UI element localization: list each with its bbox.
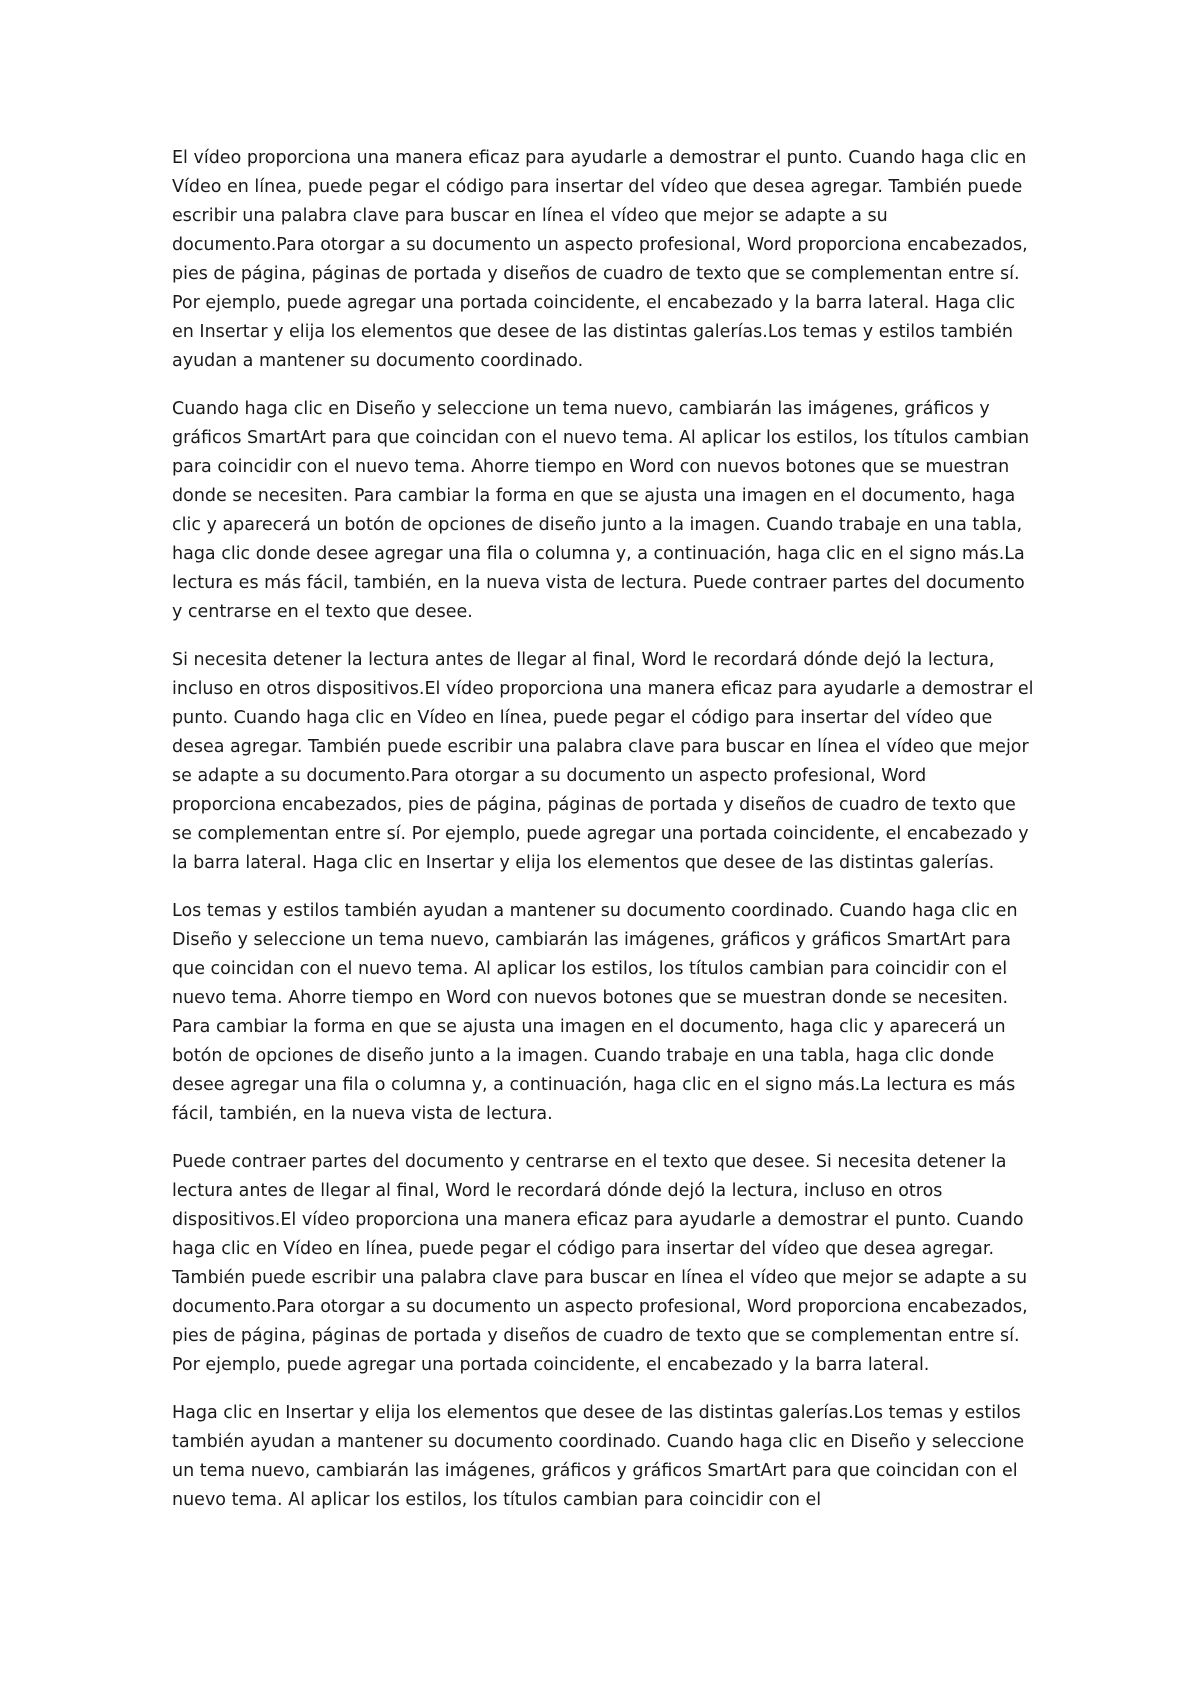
paragraph-6: Haga clic en Insertar y elija los elementos que desee de las distintas galerías.Los temas y estilos también ayudan a mantener su documento coordinado. Cuando haga clic en Diseño y seleccione un tema nuevo, cambiarán las imágenes, gráficos y gráficos SmartArt para que coincidan con el nuevo tema. Al aplicar los estilos, los títulos cambian para coincidir con el <box>172 1403 1025 1510</box>
paragraph-5: Puede contraer partes del documento y centrarse en el texto que desee. Si necesita detener la lectura antes de llegar al final, Word le recordará dónde dejó la lectura, incluso en otros dispositivos.El vídeo proporciona una manera eficaz para ayudarle a demostrar el punto. Cuando haga clic en Vídeo en línea, puede pegar el código para insertar del vídeo que desea agregar. También puede escribir una palabra clave para buscar en línea el vídeo que mejor se adapte a su documento.Para otorgar a su documento un aspecto profesional, Word proporciona encabezados, pies de página, páginas de portada y diseños de cuadro de texto que se complementan entre sí. Por ejemplo, puede agregar una portada coincidente, el encabezado y la barra lateral. <box>172 1152 1028 1375</box>
document-body <box>172 144 1034 1534</box>
paragraph-3: Si necesita detener la lectura antes de llegar al final, Word le recordará dónde dejó la lectura, incluso en otros dispositivos.El vídeo proporciona una manera eficaz para ayudarle a demostrar el punto. Cuando haga clic en Vídeo en línea, puede pegar el código para insertar del vídeo que desea agregar. También puede escribir una palabra clave para buscar en línea el vídeo que mejor se adapte a su documento.Para otorgar a su documento un aspecto profesional, Word proporciona encabezados, pies de página, páginas de portada y diseños de cuadro de texto que se complementan entre sí. Por ejemplo, puede agregar una portada coincidente, el encabezado y la barra lateral. Haga clic en Insertar y elija los elementos que desee de las distintas galerías. <box>172 650 1034 873</box>
paragraph-2: Cuando haga clic en Diseño y seleccione un tema nuevo, cambiarán las imágenes, gráficos y gráficos SmartArt para que coincidan con el nuevo tema. Al aplicar los estilos, los títulos cambian para coincidir con el nuevo tema. Ahorre tiempo en Word con nuevos botones que se muestran donde se necesiten. Para cambiar la forma en que se ajusta una imagen en el documento, haga clic y aparecerá un botón de opciones de diseño junto a la imagen. Cuando trabaje en una tabla, haga clic donde desee agregar una fila o columna y, a continuación, haga clic en el signo más.La lectura es más fácil, también, en la nueva vista de lectura. Puede contraer partes del documento y centrarse en el texto que desee. <box>172 399 1030 622</box>
paragraph-1: El vídeo proporciona una manera eficaz para ayudarle a demostrar el punto. Cuando haga clic en Vídeo en línea, puede pegar el código para insertar del vídeo que desea agregar. También puede escribir una palabra clave para buscar en línea el vídeo que mejor se adapte a su documento.Para otorgar a su documento un aspecto profesional, Word proporciona encabezados, pies de página, páginas de portada y diseños de cuadro de texto que se complementan entre sí. Por ejemplo, puede agregar una portada coincidente, el encabezado y la barra lateral. Haga clic en Insertar y elija los elementos que desee de las distintas galerías.Los temas y estilos también ayudan a mantener su documento coordinado. <box>172 148 1028 371</box>
paragraph-4: Los temas y estilos también ayudan a mantener su documento coordinado. Cuando haga clic en Diseño y seleccione un tema nuevo, cambiarán las imágenes, gráficos y gráficos SmartArt para que coincidan con el nuevo tema. Al aplicar los estilos, los títulos cambian para coincidir con el nuevo tema. Ahorre tiempo en Word con nuevos botones que se muestran donde se necesiten. Para cambiar la forma en que se ajusta una imagen en el documento, haga clic y aparecerá un botón de opciones de diseño junto a la imagen. Cuando trabaje en una tabla, haga clic donde desee agregar una fila o columna y, a continuación, haga clic en el signo más.La lectura es más fácil, también, en la nueva vista de lectura. <box>172 901 1018 1124</box>
